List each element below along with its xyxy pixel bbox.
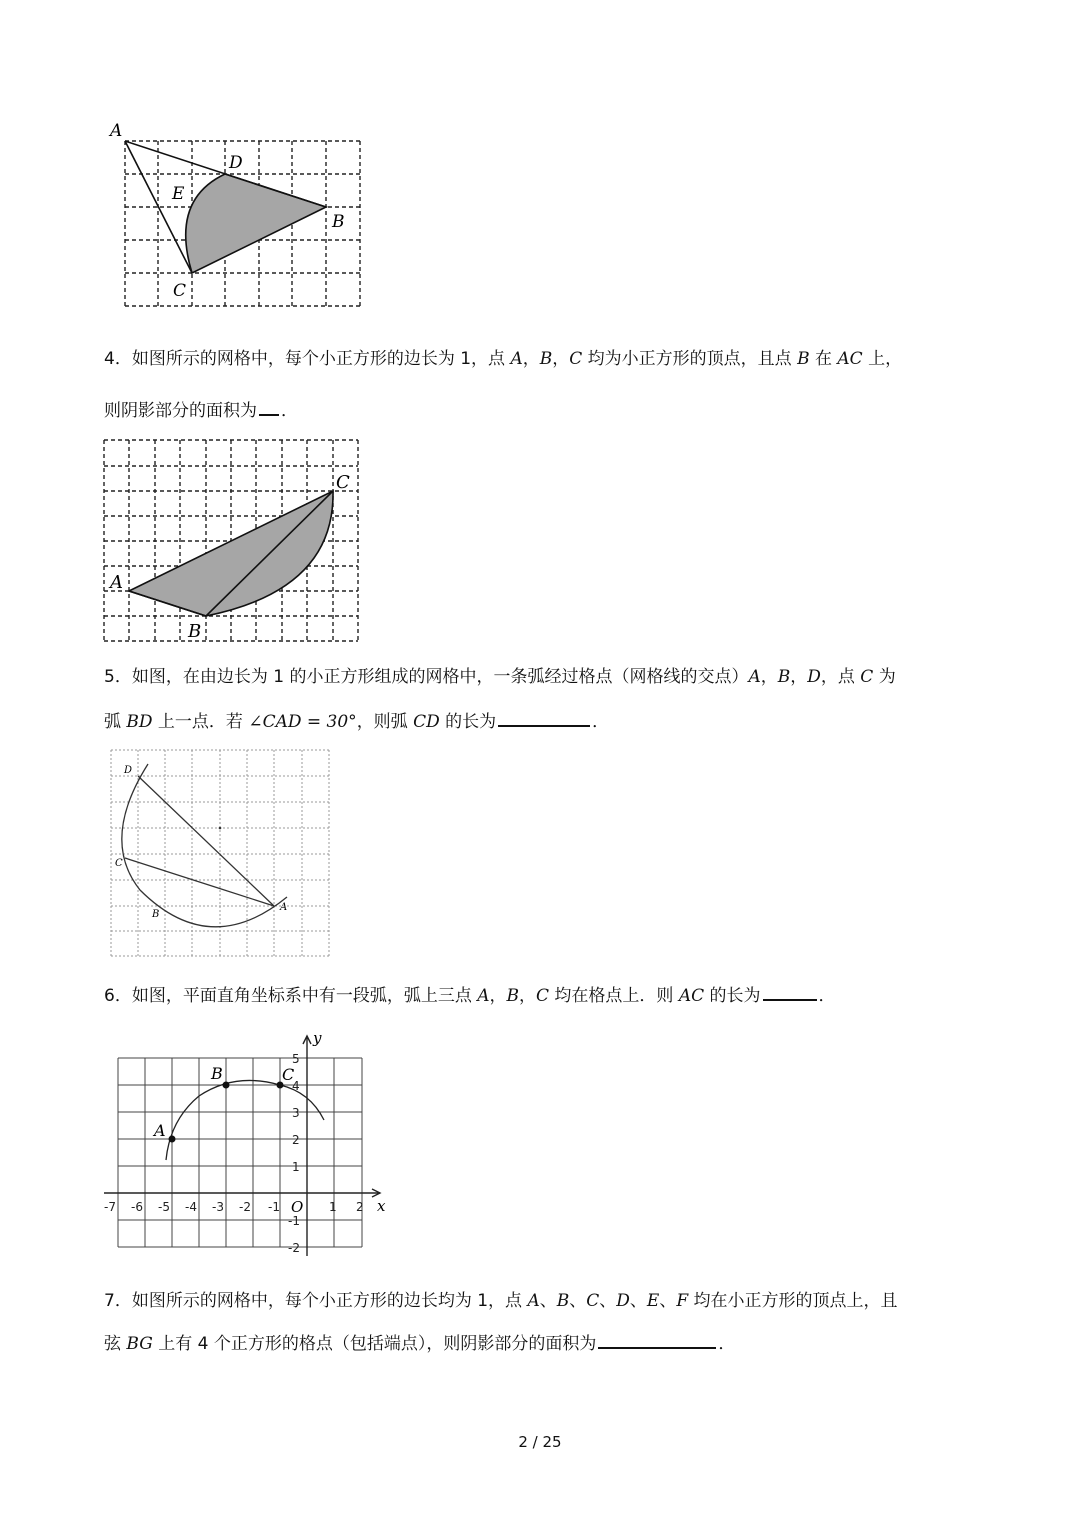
label-B: B — [332, 212, 345, 232]
y-tick: -1 — [288, 1214, 300, 1228]
point-A — [169, 1136, 176, 1143]
question-number: 4． — [104, 349, 132, 369]
label-O: O — [291, 1198, 304, 1216]
label-B: B — [188, 621, 202, 642]
label-A: A — [280, 902, 288, 913]
question-4-line-1: 4．如图所示的网格中，每个小正方形的边长为 1，点 A，B，C 均为小正方形的顶点，且点 B 在 AC 上， — [104, 349, 903, 369]
answer-blank[interactable] — [259, 399, 279, 416]
y-tick: 1 — [292, 1160, 300, 1174]
y-tick: 3 — [292, 1106, 300, 1120]
question-number: 7． — [104, 1291, 132, 1311]
x-tick: -7 — [104, 1200, 116, 1214]
y-tick: 5 — [292, 1052, 300, 1066]
label-E: E — [172, 184, 185, 204]
page-number: 2 / 25 — [518, 1433, 562, 1451]
label-C: C — [115, 858, 123, 869]
label-A: A — [154, 1121, 166, 1140]
shaded-region-q3 — [186, 174, 326, 273]
figure-q6 — [100, 1030, 395, 1258]
figure-q4 — [98, 435, 363, 645]
x-tick: -5 — [158, 1200, 170, 1214]
answer-blank[interactable] — [598, 1332, 716, 1349]
question-number: 5． — [104, 667, 132, 687]
label-D: D — [229, 153, 243, 173]
question-5-line-1: 5．如图，在由边长为 1 的小正方形组成的网格中，一条弧经过格点（网格线的交点）A，B，D，点 C 为 — [104, 667, 896, 687]
arc-q6 — [166, 1080, 324, 1160]
question-7-line-1: 7．如图所示的网格中，每个小正方形的边长均为 1，点 A、B、C、D、E、F 均在小正方形的顶点上，且 — [104, 1291, 898, 1311]
label-A: A — [110, 572, 123, 593]
answer-blank[interactable] — [498, 710, 590, 727]
x-tick: -1 — [268, 1200, 280, 1214]
x-tick: -6 — [131, 1200, 143, 1214]
figure-q5 — [105, 745, 335, 960]
y-tick: 4 — [292, 1079, 300, 1093]
y-tick: -2 — [288, 1241, 300, 1255]
y-tick: 2 — [292, 1133, 300, 1147]
question-4-line-2: 则阴影部分的面积为 ． — [104, 401, 298, 421]
label-B: B — [152, 909, 160, 920]
label-C: C — [336, 472, 350, 493]
x-axis-label: x — [377, 1197, 386, 1215]
shaded-region-q4 — [129, 491, 333, 616]
question-5-line-2: 弧 BD 上一点．若 ∠CAD = 30°，则弧 CD 的长为 ． — [104, 712, 610, 732]
figure-q3 — [100, 118, 370, 313]
y-axis-label: y — [313, 1029, 322, 1047]
question-7-line-2: 弦 BG 上有 4 个正方形的格点（包括端点），则阴影部分的面积为 ． — [104, 1334, 736, 1354]
angle-expression: ∠CAD = 30° — [248, 712, 357, 732]
label-D: D — [124, 765, 133, 776]
x-tick: 1 — [329, 1200, 337, 1214]
point-B — [223, 1082, 230, 1089]
center-point — [219, 827, 222, 830]
label-C: C — [173, 281, 187, 301]
x-tick: 2 — [356, 1200, 364, 1214]
label-C: C — [282, 1065, 295, 1084]
question-6-line-1: 6．如图，平面直角坐标系中有一段弧，弧上三点 A，B，C 均在格点上．则 AC 的长为 ． — [104, 986, 836, 1006]
grid-q6 — [118, 1058, 362, 1247]
x-tick: -3 — [212, 1200, 224, 1214]
answer-blank[interactable] — [763, 984, 817, 1001]
x-tick: -4 — [185, 1200, 197, 1214]
label-B: B — [211, 1064, 223, 1083]
x-tick: -2 — [239, 1200, 251, 1214]
question-number: 6． — [104, 986, 132, 1006]
label-A: A — [110, 121, 123, 141]
